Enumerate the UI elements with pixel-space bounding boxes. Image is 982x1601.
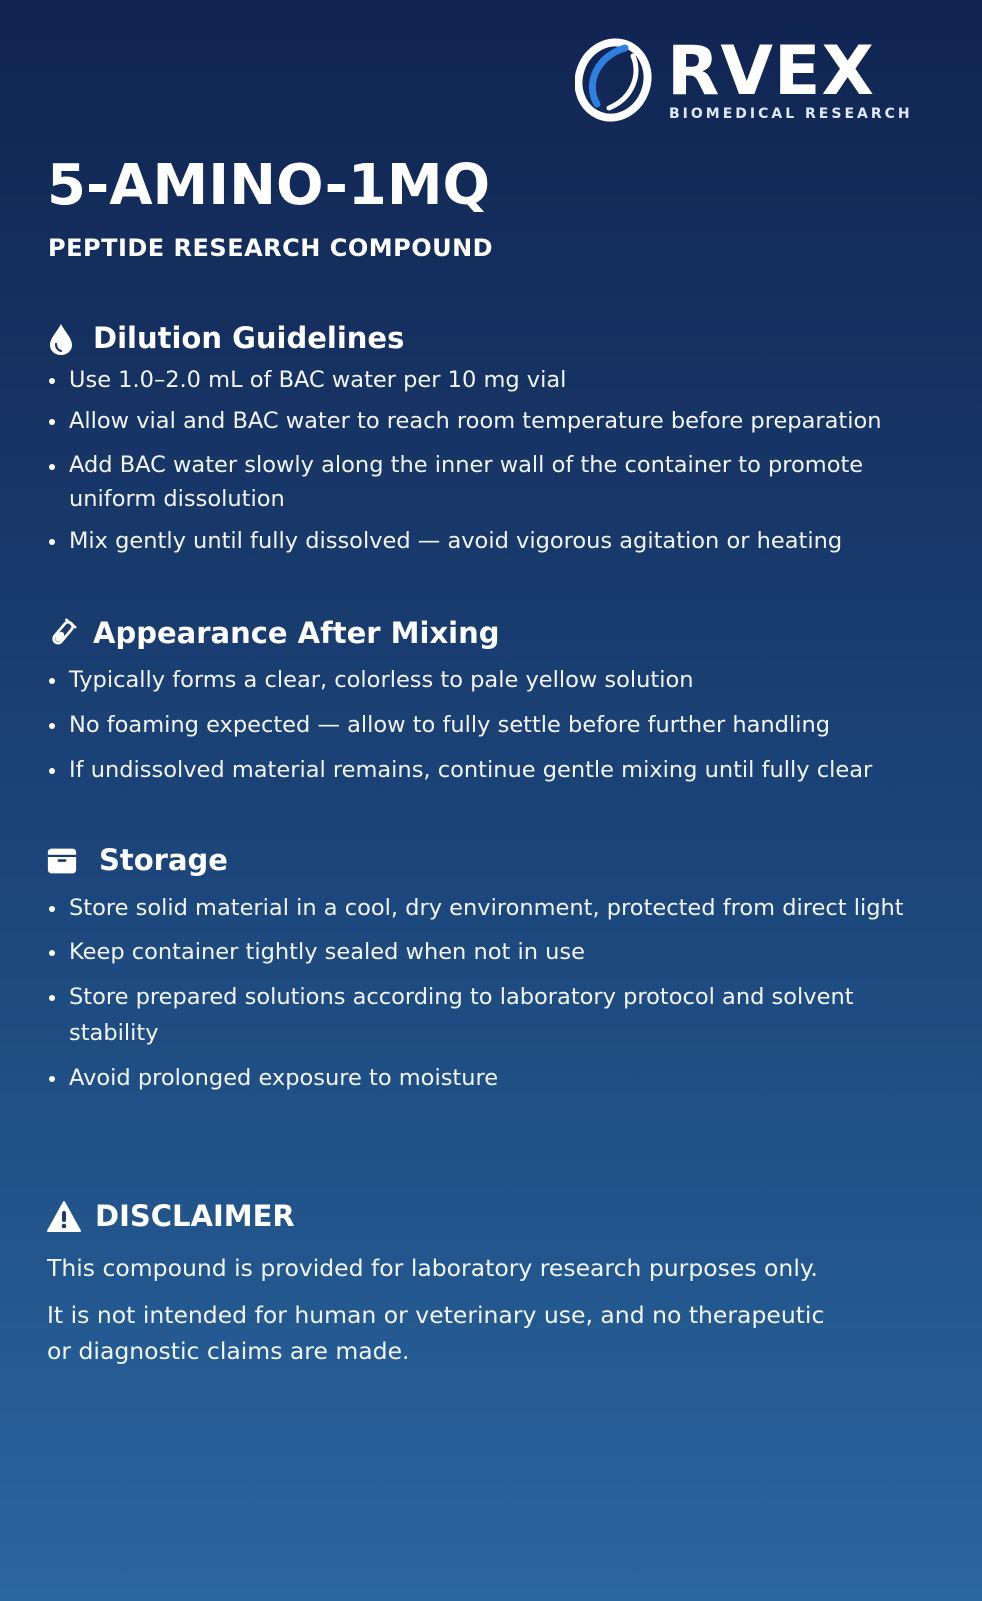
bullet-list	[47, 890, 927, 1096]
list-item: Store prepared solutions according to laboratory protocol and solvent stability	[47, 979, 927, 1051]
section-header	[47, 1196, 927, 1240]
list-item: Add BAC water slowly along the inner wall of the container to promote uniform dissolution	[47, 448, 927, 516]
section-header	[47, 613, 927, 657]
disclaimer-text	[47, 1250, 847, 1369]
list-item: Use 1.0–2.0 mL of BAC water per 10 mg vial	[47, 362, 927, 398]
section-heading: Storage	[99, 843, 228, 877]
section-header	[47, 318, 927, 362]
section-storage	[47, 840, 927, 1096]
droplet-icon	[47, 322, 77, 356]
list-item: Allow vial and BAC water to reach room temperature before preparation	[47, 403, 927, 439]
product-subtitle: PEPTIDE RESEARCH COMPOUND	[48, 234, 494, 262]
product-title: 5-AMINO-1MQ	[47, 153, 491, 218]
section-heading: Dilution Guidelines	[93, 321, 405, 355]
section-appearance	[47, 613, 927, 788]
brand-logo	[575, 34, 915, 134]
disclaimer-paragraph: This compound is provided for laboratory research purposes only.	[47, 1254, 818, 1282]
warning-icon	[47, 1200, 81, 1234]
list-item: Avoid prolonged exposure to moisture	[47, 1060, 927, 1096]
disclaimer-heading: DISCLAIMER	[95, 1199, 295, 1233]
list-item: Store solid material in a cool, dry environment, protected from direct light	[47, 890, 927, 926]
section-header	[47, 840, 927, 884]
list-item: Typically forms a clear, colorless to pale yellow solution	[47, 662, 927, 698]
list-item: If undissolved material remains, continue gentle mixing until fully clear	[47, 752, 927, 788]
section-dilution-guidelines	[47, 318, 927, 559]
disclaimer-paragraph: It is not intended for human or veterinary use, and no therapeutic or diagnostic claims are made.	[47, 1301, 825, 1365]
list-item: Mix gently until fully dissolved — avoid vigorous agitation or heating	[47, 523, 927, 559]
section-heading: Appearance After Mixing	[93, 616, 500, 650]
bullet-list	[47, 662, 927, 788]
orbit-logo-icon	[575, 34, 657, 124]
test-tube-icon	[47, 617, 77, 651]
list-item: No foaming expected — allow to fully settle before further handling	[47, 707, 927, 743]
list-item: Keep container tightly sealed when not in use	[47, 934, 927, 970]
brand-wordmark: RVEX	[667, 32, 875, 111]
bullet-list	[47, 362, 927, 559]
section-disclaimer	[47, 1196, 927, 1369]
brand-tagline: BIOMEDICAL RESEARCH	[669, 106, 913, 122]
storage-box-icon	[47, 844, 77, 878]
